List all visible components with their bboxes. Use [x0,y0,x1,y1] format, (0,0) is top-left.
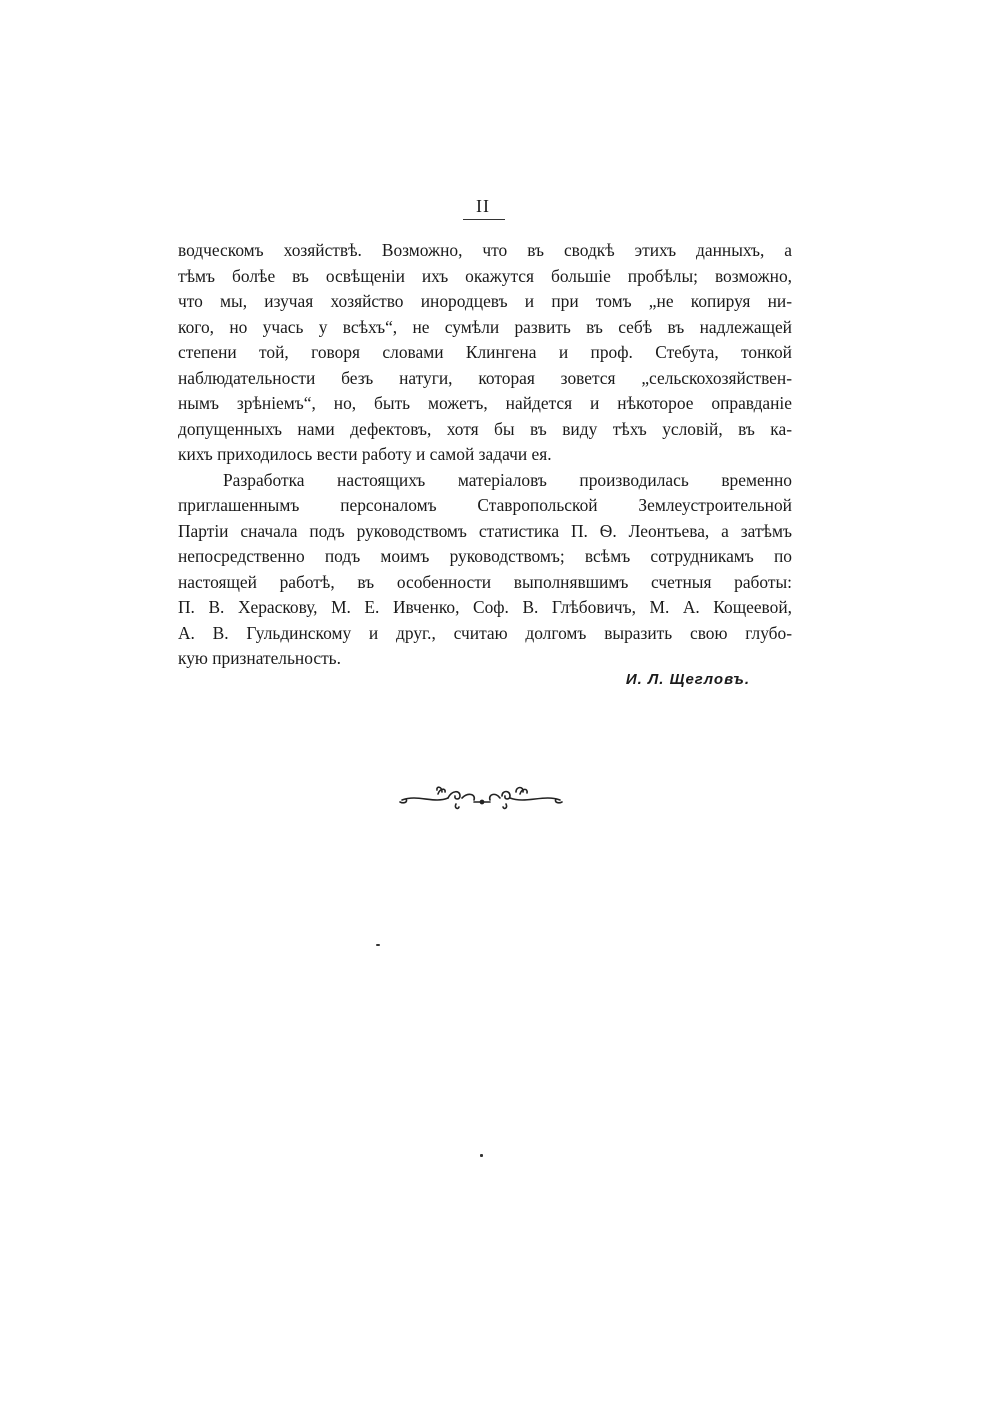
paragraph-1-line: степени той, говоря словами Клингена и проф. Стебута, тонкой [178,342,792,362]
paragraph-2 [178,468,792,672]
paragraph-2-line: кую признательность. [178,648,341,668]
paragraph-2-line: Партіи сначала подъ руководствомъ статистика П. Ѳ. Леонтьева, а затѣмъ [178,520,792,541]
paragraph-1-line: кого, но учась у всѣхъ“, не сумѣли развить въ себѣ въ надлежащей [178,316,792,337]
paragraph-1-line: кихъ приходилось вести работу и самой задачи ея. [178,444,552,464]
paragraph-2-line: П. В. Хераскову, М. Е. Ивченко, Соф. В. Глѣбовичъ, М. А. Кощеевой, [178,597,792,617]
body-text [178,238,792,672]
print-speck [480,1154,483,1157]
paragraph-1 [178,238,792,468]
decorative-flourish-icon [398,780,566,812]
paragraph-1-line: что мы, изучая хозяйство инородцевъ и при томъ „не копируя ни- [178,291,792,311]
paragraph-1-line: допущенныхъ нами дефектовъ, хотя бы въ виду тѣхъ условій, въ ка- [178,418,792,439]
paragraph-1-line: водческомъ хозяйствѣ. Возможно, что въ сводкѣ этихъ данныхъ, а [178,240,792,260]
paragraph-2-line: непосредственно подъ моимъ руководствомъ; всѣмъ сотрудникамъ по [178,546,792,566]
page-number-underline [463,219,505,220]
author-signature: И. Л. Щегловъ. [625,671,750,688]
paragraph-2-line: приглашеннымъ персоналомъ Ставропольской Землеустроительной [178,495,792,515]
paragraph-2-line: А. В. Гульдинскому и друг., считаю долгомъ выразить свою глубо- [178,622,792,643]
paragraph-1-line: нымъ зрѣніемъ“, но, быть можетъ, найдется и нѣкоторое оправданіе [178,393,792,413]
page-number: II [476,196,490,216]
paragraph-1-line: наблюдательности безъ натуги, которая зовется „сельскохозяйствен- [178,367,792,388]
paragraph-2-line: настоящей работѣ, въ особенности выполнявшимъ счетныя работы: [178,571,792,592]
print-speck [376,944,380,946]
paragraph-2-line: Разработка настоящихъ матеріаловъ производилась временно [223,469,792,490]
paragraph-1-line: тѣмъ болѣе въ освѣщеніи ихъ окажутся большіе пробѣлы; возможно, [178,265,792,286]
